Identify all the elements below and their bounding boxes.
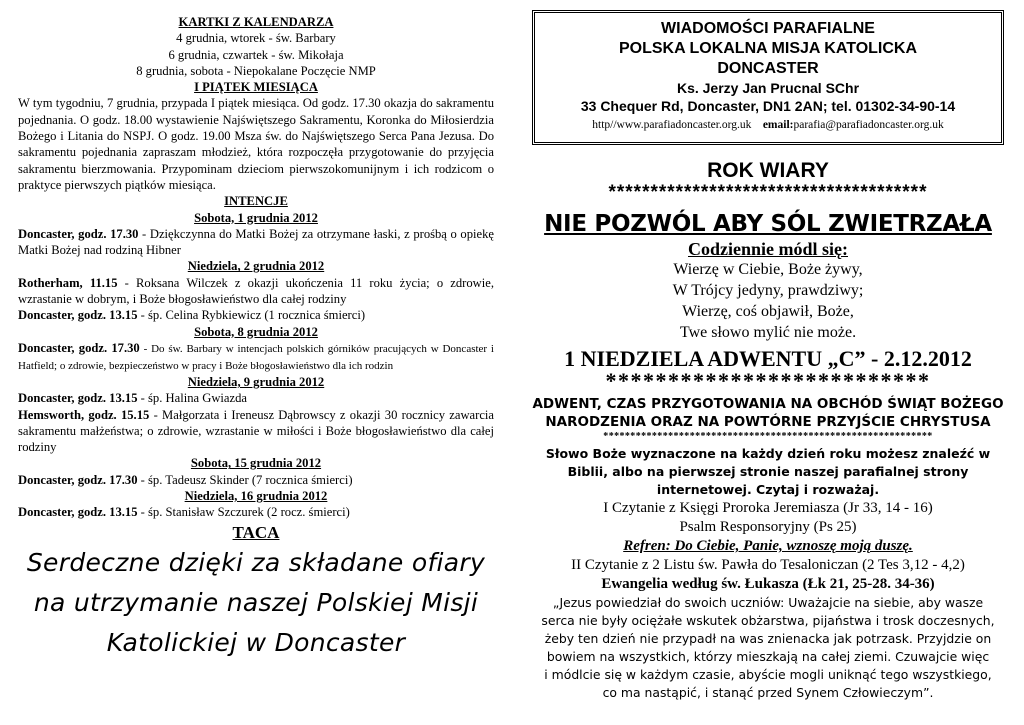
- star-divider: *************************************************************: [603, 431, 933, 442]
- intention-day: [18, 374, 494, 455]
- intention-day: [18, 324, 494, 374]
- intention-text: - śp. Halina Gwiazda: [137, 391, 247, 406]
- refrain: Refren: Do Ciebie, Panie, wznoszę moją duszę.: [623, 538, 913, 554]
- intention-entry: [18, 226, 494, 259]
- left-column: [18, 14, 494, 663]
- email-link[interactable]: parafia@parafiadoncaster.org.uk: [793, 119, 944, 131]
- reading-2: II Czytanie z 2 Listu św. Pawła do Tesaloniczan (2 Tes 3,12 - 4,2): [571, 557, 965, 573]
- intention-day: [18, 258, 494, 323]
- intention-place: Doncaster, godz. 13.15: [18, 391, 138, 406]
- day-heading: Niedziela, 9 grudnia 2012: [187, 374, 325, 389]
- intention-place: Doncaster, godz. 13.15: [18, 505, 138, 520]
- prayer-line: Wierzę w Ciebie, Boże żywy,: [673, 261, 863, 278]
- gospel-title: Ewangelia według św. Łukasza (Łk 21, 25-28. 34-36): [601, 576, 935, 592]
- star-divider: **************************: [605, 368, 931, 393]
- gospel-line: serca nie były ociężałe wskutek obżarstwa, pijaństwa i trosk doczesnych,: [541, 613, 995, 628]
- piatek-title: I PIĄTEK MIESIĄCA: [194, 80, 318, 95]
- intention-day: [18, 488, 494, 521]
- gospel-line: bowiem na wszystkich, którzy mieszkają na całej ziemi. Czuwajcie więc: [546, 649, 990, 664]
- intention-text: - śp. Celina Rybkiewicz (1 rocznica śmierci): [137, 308, 366, 323]
- day-heading: Sobota, 1 grudnia 2012: [194, 210, 318, 225]
- header-priest: Ks. Jerzy Jan Prucnal SChr: [676, 80, 860, 96]
- scripture-note: [532, 445, 1004, 499]
- psalm: Psalm Responsoryjny (Ps 25): [679, 519, 857, 535]
- intention-place: Hemsworth, godz. 15.15: [18, 407, 150, 422]
- day-heading: Niedziela, 16 grudnia 2012: [184, 489, 328, 504]
- intention-text: - śp. Stanisław Szczurek (2 rocz. śmierci): [137, 505, 350, 520]
- intention-text: - Małgorzata i Ireneusz Dąbrowscy z okazji 30 rocznicy zawarcia sakramentu małżeństwa; o zdrowie, wzrastanie w miłości i Boże błogosławieństwo dla całej rodziny: [18, 407, 495, 455]
- header-title: WIADOMOŚCI PARAFIALNE: [661, 20, 875, 37]
- header-city: DONCASTER: [717, 60, 819, 77]
- email-label: email:: [762, 119, 794, 131]
- gospel-text: [532, 594, 1004, 702]
- scripture-line: Słowo Boże wyznaczone na każdy dzień roku możesz znaleźć w: [545, 446, 991, 461]
- taca-line: Katolickiej w Doncaster: [106, 627, 406, 657]
- gospel-line: żeby ten dzień nie przypadł na was znienacka jak potrzask. Przyjdzie on: [544, 631, 992, 646]
- intention-place: Doncaster, godz. 13.15: [18, 308, 138, 323]
- header-mission: POLSKA LOKALNA MISJA KATOLICKA: [618, 40, 918, 57]
- day-heading: Sobota, 15 grudnia 2012: [190, 456, 322, 471]
- intention-text: - śp. Tadeusz Skinder (7 rocznica śmierci): [137, 472, 353, 487]
- intention-day: [18, 210, 494, 259]
- day-heading: Niedziela, 2 grudnia 2012: [187, 259, 325, 274]
- gospel-line: co ma nastąpić, i stanąć przed Synem Człowieczym”.: [602, 685, 934, 700]
- intention-day: [18, 455, 494, 488]
- intention-text: - Do św. Barbary w intencjach polskich górników pracujących w Doncaster i Hatfield; o zdrowie, bezpieczeństwo w pracy i Boże błogosławieństwo dla ich rodzin: [18, 342, 494, 372]
- intention-entry: [18, 472, 494, 488]
- taca-title: TACA: [232, 522, 280, 542]
- intention-place: Doncaster, godz. 17.30: [18, 226, 139, 241]
- kartki-title: KARTKI Z KALENDARZA: [178, 15, 334, 29]
- intention-place: Doncaster, godz. 17.30: [18, 340, 140, 355]
- kartki-line: 6 grudnia, czwartek - św. Mikołaja: [168, 47, 344, 62]
- sunday-title: 1 NIEDZIELA ADWENTU „C” - 2.12.2012: [564, 346, 972, 371]
- scripture-line: Biblii, albo na pierwszej stronie naszej parafialnej strony: [567, 464, 969, 479]
- prayer-title: Codziennie módl się:: [688, 239, 848, 259]
- kartki-line: 8 grudnia, sobota - Niepokalane Poczęcie NMP: [136, 63, 376, 78]
- intention-entry: [18, 407, 494, 456]
- taca-line: Serdeczne dzięki za składane ofiary: [26, 547, 486, 577]
- intention-place: Doncaster, godz. 17.30: [18, 472, 138, 487]
- header-address: 33 Chequer Rd, Doncaster, DN1 2AN; tel. 01302-34-90-14: [580, 98, 956, 114]
- website-link[interactable]: http//www.parafiadoncaster.org.uk: [592, 119, 752, 131]
- kartki-line: 4 grudnia, wtorek - św. Barbary: [176, 31, 336, 46]
- advent-line: ADWENT, CZAS PRZYGOTOWANIA NA OBCHÓD ŚWIĄT BOŻEGO: [532, 396, 1004, 412]
- intention-entry: [18, 275, 494, 308]
- taca-line: na utrzymanie naszej Polskiej Misji: [33, 587, 479, 617]
- scripture-line: internetowej. Czytaj i rozważaj.: [656, 482, 880, 497]
- intention-text: - Roksana Wilczek z okazji ukończenia 11 roku życia; o zdrowie, wzrastanie w dobrym, i Boże błogosławieństwo dla całej rodziny: [18, 275, 495, 307]
- advent-line: NARODZENIA ORAZ NA POWTÓRNE PRZYJŚCIE CHRYSTUSA: [545, 414, 991, 430]
- headline: NIE POZWÓL ABY SÓL ZWIETRZAŁA: [544, 211, 992, 237]
- prayer-line: Twe słowo mylić nie może.: [679, 324, 857, 341]
- star-divider: **************************************: [608, 182, 928, 203]
- intention-entry: [18, 390, 494, 406]
- intention-text: - Dziękczynna do Matki Bożej za otrzymane łaski, z prośbą o opiekę Matki Bożej nad rodziną Hibner: [18, 226, 494, 258]
- day-heading: Sobota, 8 grudnia 2012: [194, 324, 318, 339]
- intention-entry: [18, 340, 494, 374]
- header-links: [541, 119, 995, 131]
- gospel-line: „Jezus powiedział do swoich uczniów: Uważajcie na siebie, aby wasze: [552, 595, 984, 610]
- advent-heading: [532, 395, 1004, 431]
- intencje-title: INTENCJE: [224, 194, 288, 209]
- intention-place: Rotherham, 11.15: [18, 275, 118, 290]
- header-box: [532, 10, 1004, 145]
- prayer-line: Wierzę, coś objawił, Boże,: [682, 303, 854, 320]
- right-column: [532, 10, 1004, 702]
- gospel-line: i módlcie się w każdym czasie, abyście mogli uniknąć tego wszystkiego,: [544, 667, 992, 682]
- rok-wiary-title: ROK WIARY: [707, 159, 829, 182]
- piatek-text: W tym tygodniu, 7 grudnia, przypada I piątek miesiąca. Od godz. 17.30 okazja do sakramentu pojednania. O godz. 18.00 wystawienie Najświętszego Sakramentu, Koronka do Miłosierdzia Bożego i Litania do NSPJ. O godz. 19.00 Msza św. do Najświętszego Serca Pana Jezusa. Do sakramentu pojednania zapraszam młodzież, która rozpoczęła przygotowanie do przyjęcia sakramentu bierzmowania. Przypominam dzieciom pierwszokomunijnym i ich rodzicom o praktyce pierwszych piątków miesiąca.: [18, 96, 494, 192]
- reading-1: I Czytanie z Księgi Proroka Jeremiasza (Jr 33, 14 - 16): [603, 500, 933, 516]
- prayer-line: W Trójcy jedyny, prawdziwy;: [672, 282, 864, 299]
- intention-entry: [18, 504, 494, 520]
- intention-entry: [18, 307, 494, 323]
